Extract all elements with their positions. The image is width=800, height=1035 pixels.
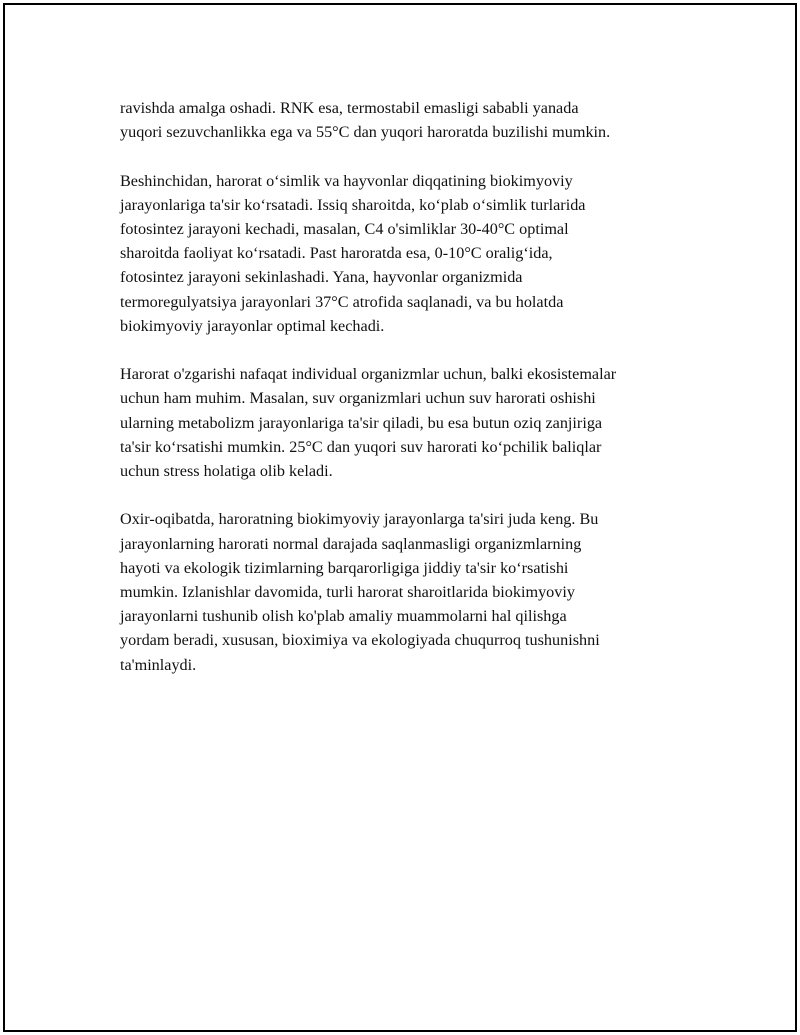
paragraph-1: ravishda amalga oshadi. RNK esa, termostabil emasligi sababli yanada yuqori sezuvchanlikka ega va 55°C dan yuqori haroratda buzilishi mumkin. <box>120 99 611 142</box>
paragraph-2: Beshinchidan, harorat o‘simlik va hayvonlar diqqatining biokimyoviy jarayonlariga ta'sir ko‘rsatadi. Issiq sharoitda, ko‘plab o‘simlik turlarida fotosintez jarayoni kechadi, masalan, C4 o'simliklar 30-40°C optimal sharoitda faoliyat ko‘rsatadi. Past haroratda esa, 0-10°C oralig‘ida, fotosintez jarayoni sekinlashadi. Yana, hayvonlar organizmida termoregulyatsiya jarayonlari 37°C atrofida saqlanadi, va bu holatda biokimyoviy jarayonlar optimal kechadi. <box>120 171 586 335</box>
paragraph-3: Harorat o'zgarishi nafaqat individual organizmlar uchun, balki ekosistemalar uchun ham muhim. Masalan, suv organizmlari uchun suv harorati oshishi ularning metabolizm jarayonlariga ta'sir qiladi, bu esa butun oziq zanjiriga ta'sir ko‘rsatishi mumkin. 25°C dan yuqori suv harorati ko‘pchilik baliqlar uchun stress holatiga olib keladi. <box>120 365 617 481</box>
document-body <box>120 96 700 701</box>
paragraph-4: Oxir-oqibatda, haroratning biokimyoviy jarayonlarga ta'siri juda keng. Bu jarayonlarning harorati normal darajada saqlanmasligi organizmlarning hayoti va ekologik tizimlarning barqarorligiga jiddiy ta'sir ko‘rsatishi mumkin. Izlanishlar davomida, turli harorat sharoitlarida biokimyoviy jarayonlarni tushunib olish ko'plab amaliy muammolarni hal qilishga yordam beradi, xususan, bioximiya va ekologiyada chuqurroq tushunishni ta'minlaydi. <box>120 510 600 674</box>
document-page <box>3 3 797 1032</box>
